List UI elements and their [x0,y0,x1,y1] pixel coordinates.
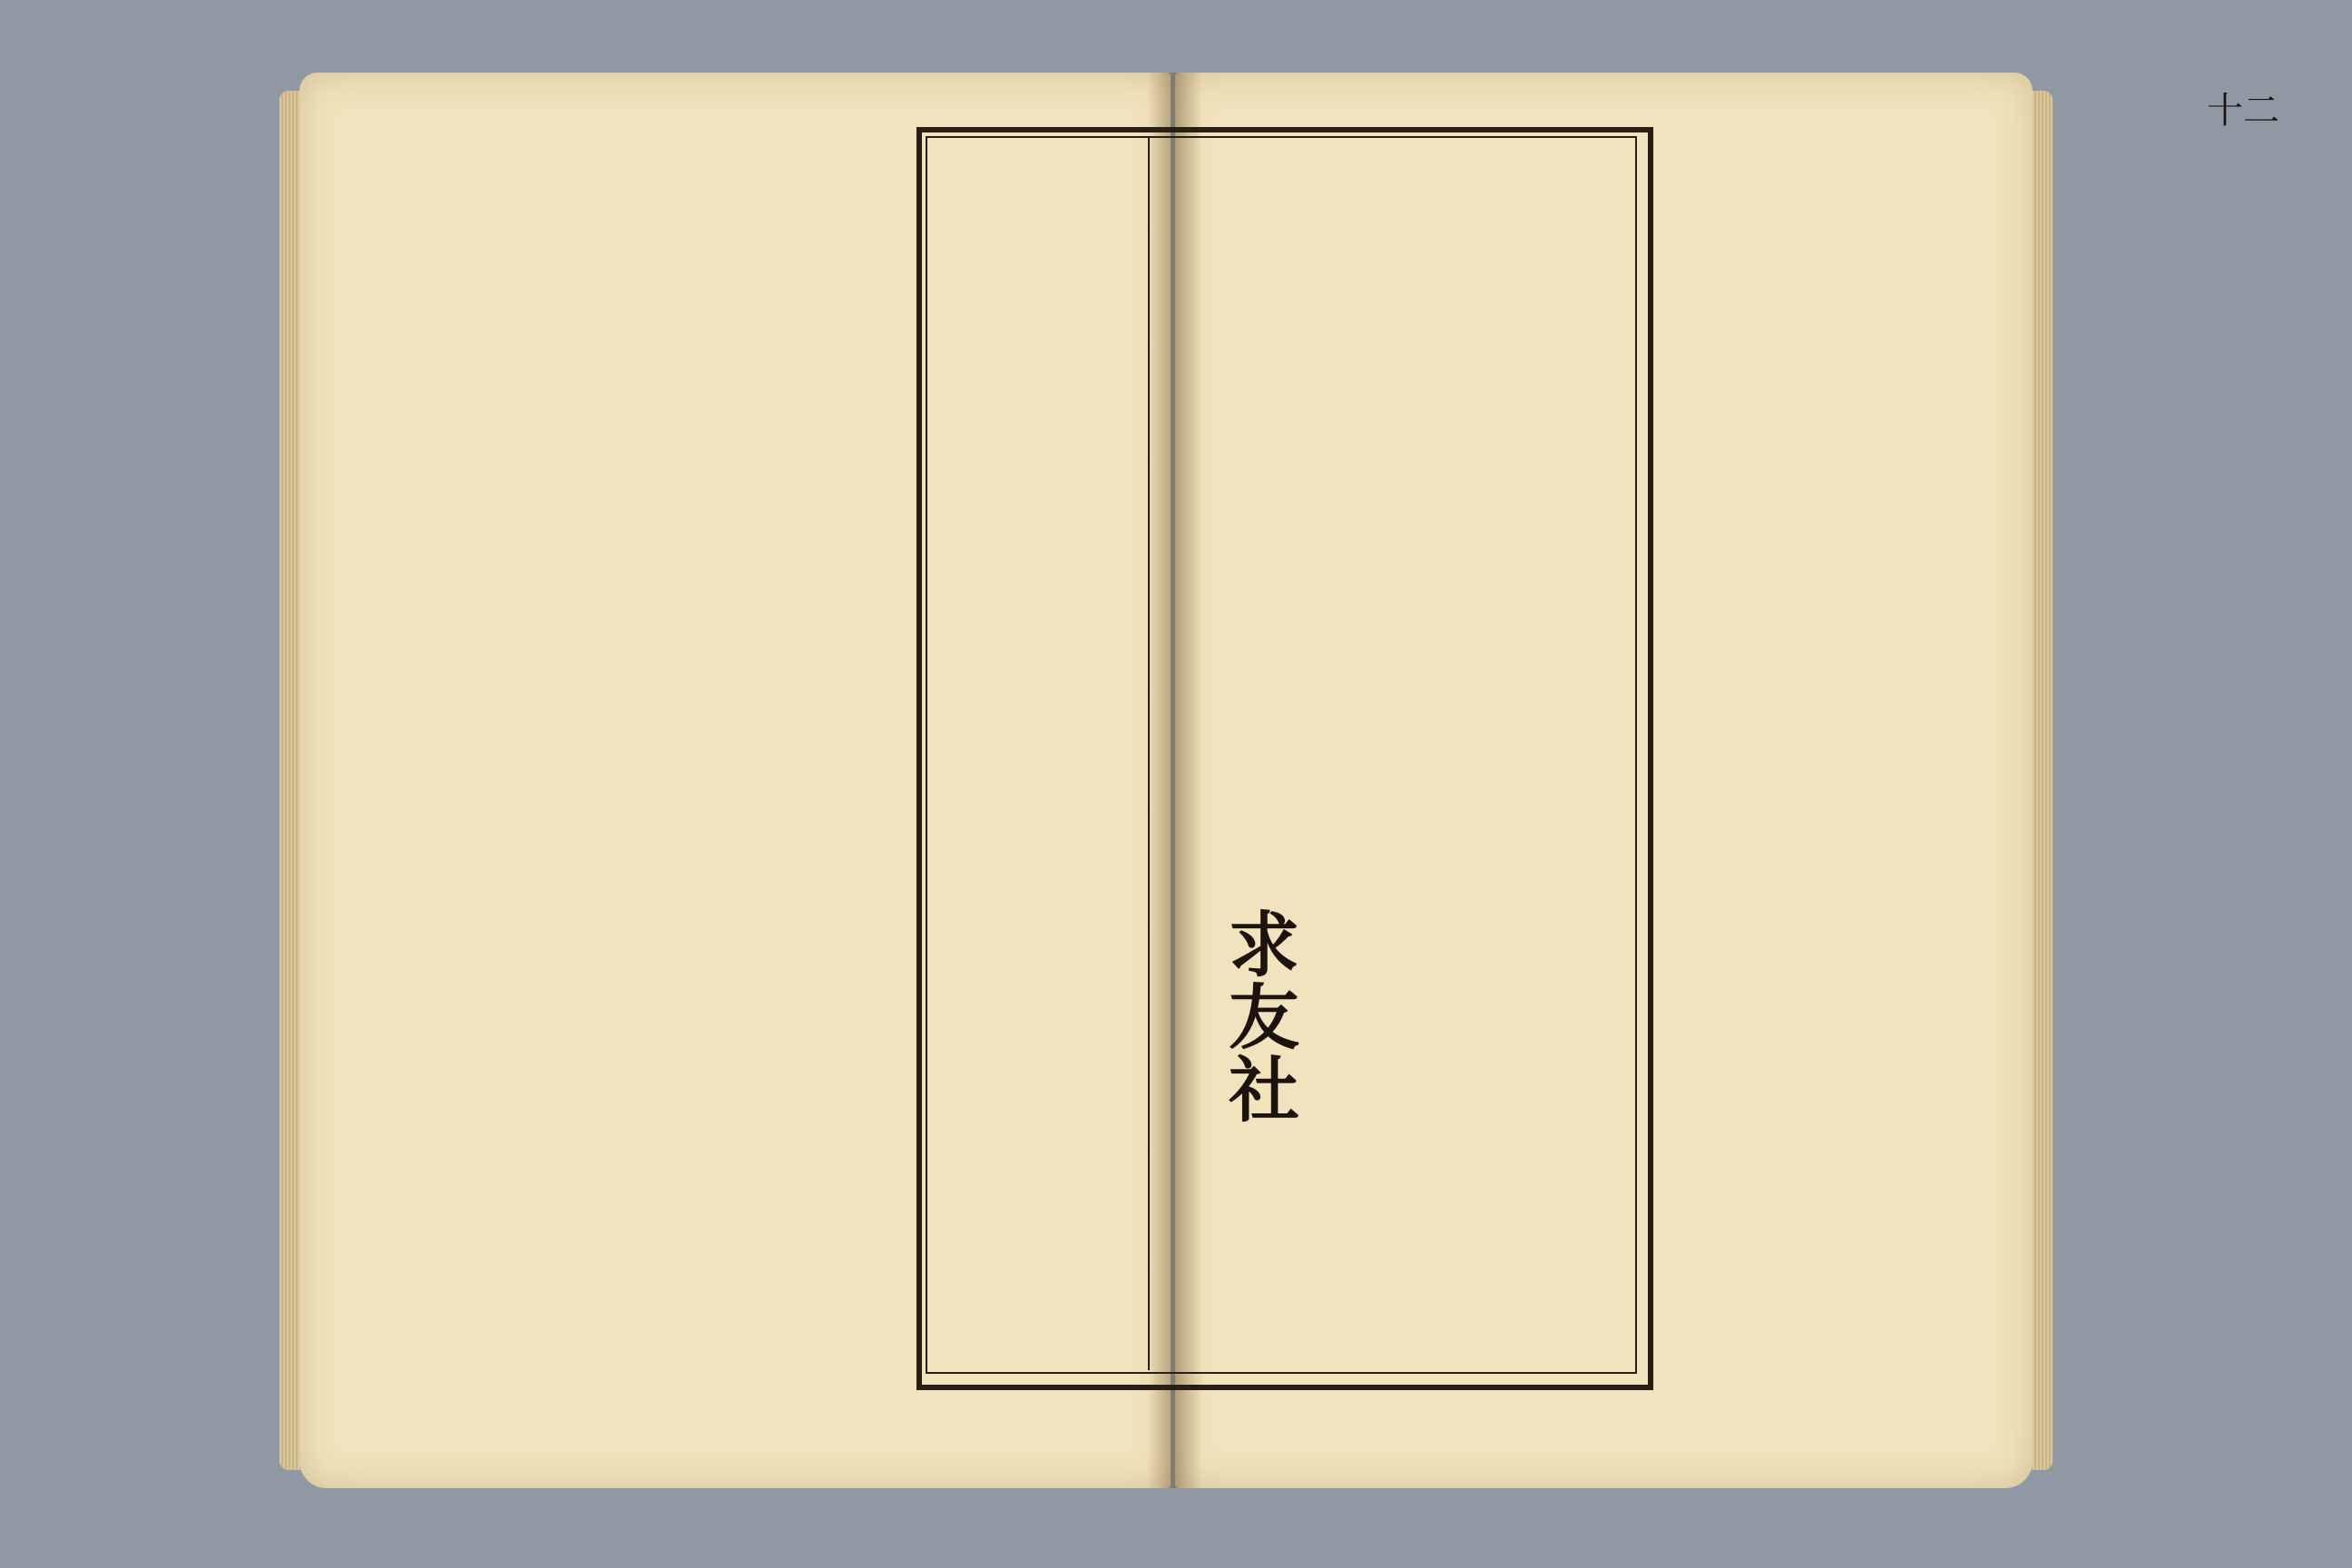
page-number: 十二 [2207,90,2279,132]
publisher-name: 求友社 [1217,907,1299,1125]
right-page-inner-border [926,136,1637,1374]
colophon-divider [1148,136,1150,1370]
